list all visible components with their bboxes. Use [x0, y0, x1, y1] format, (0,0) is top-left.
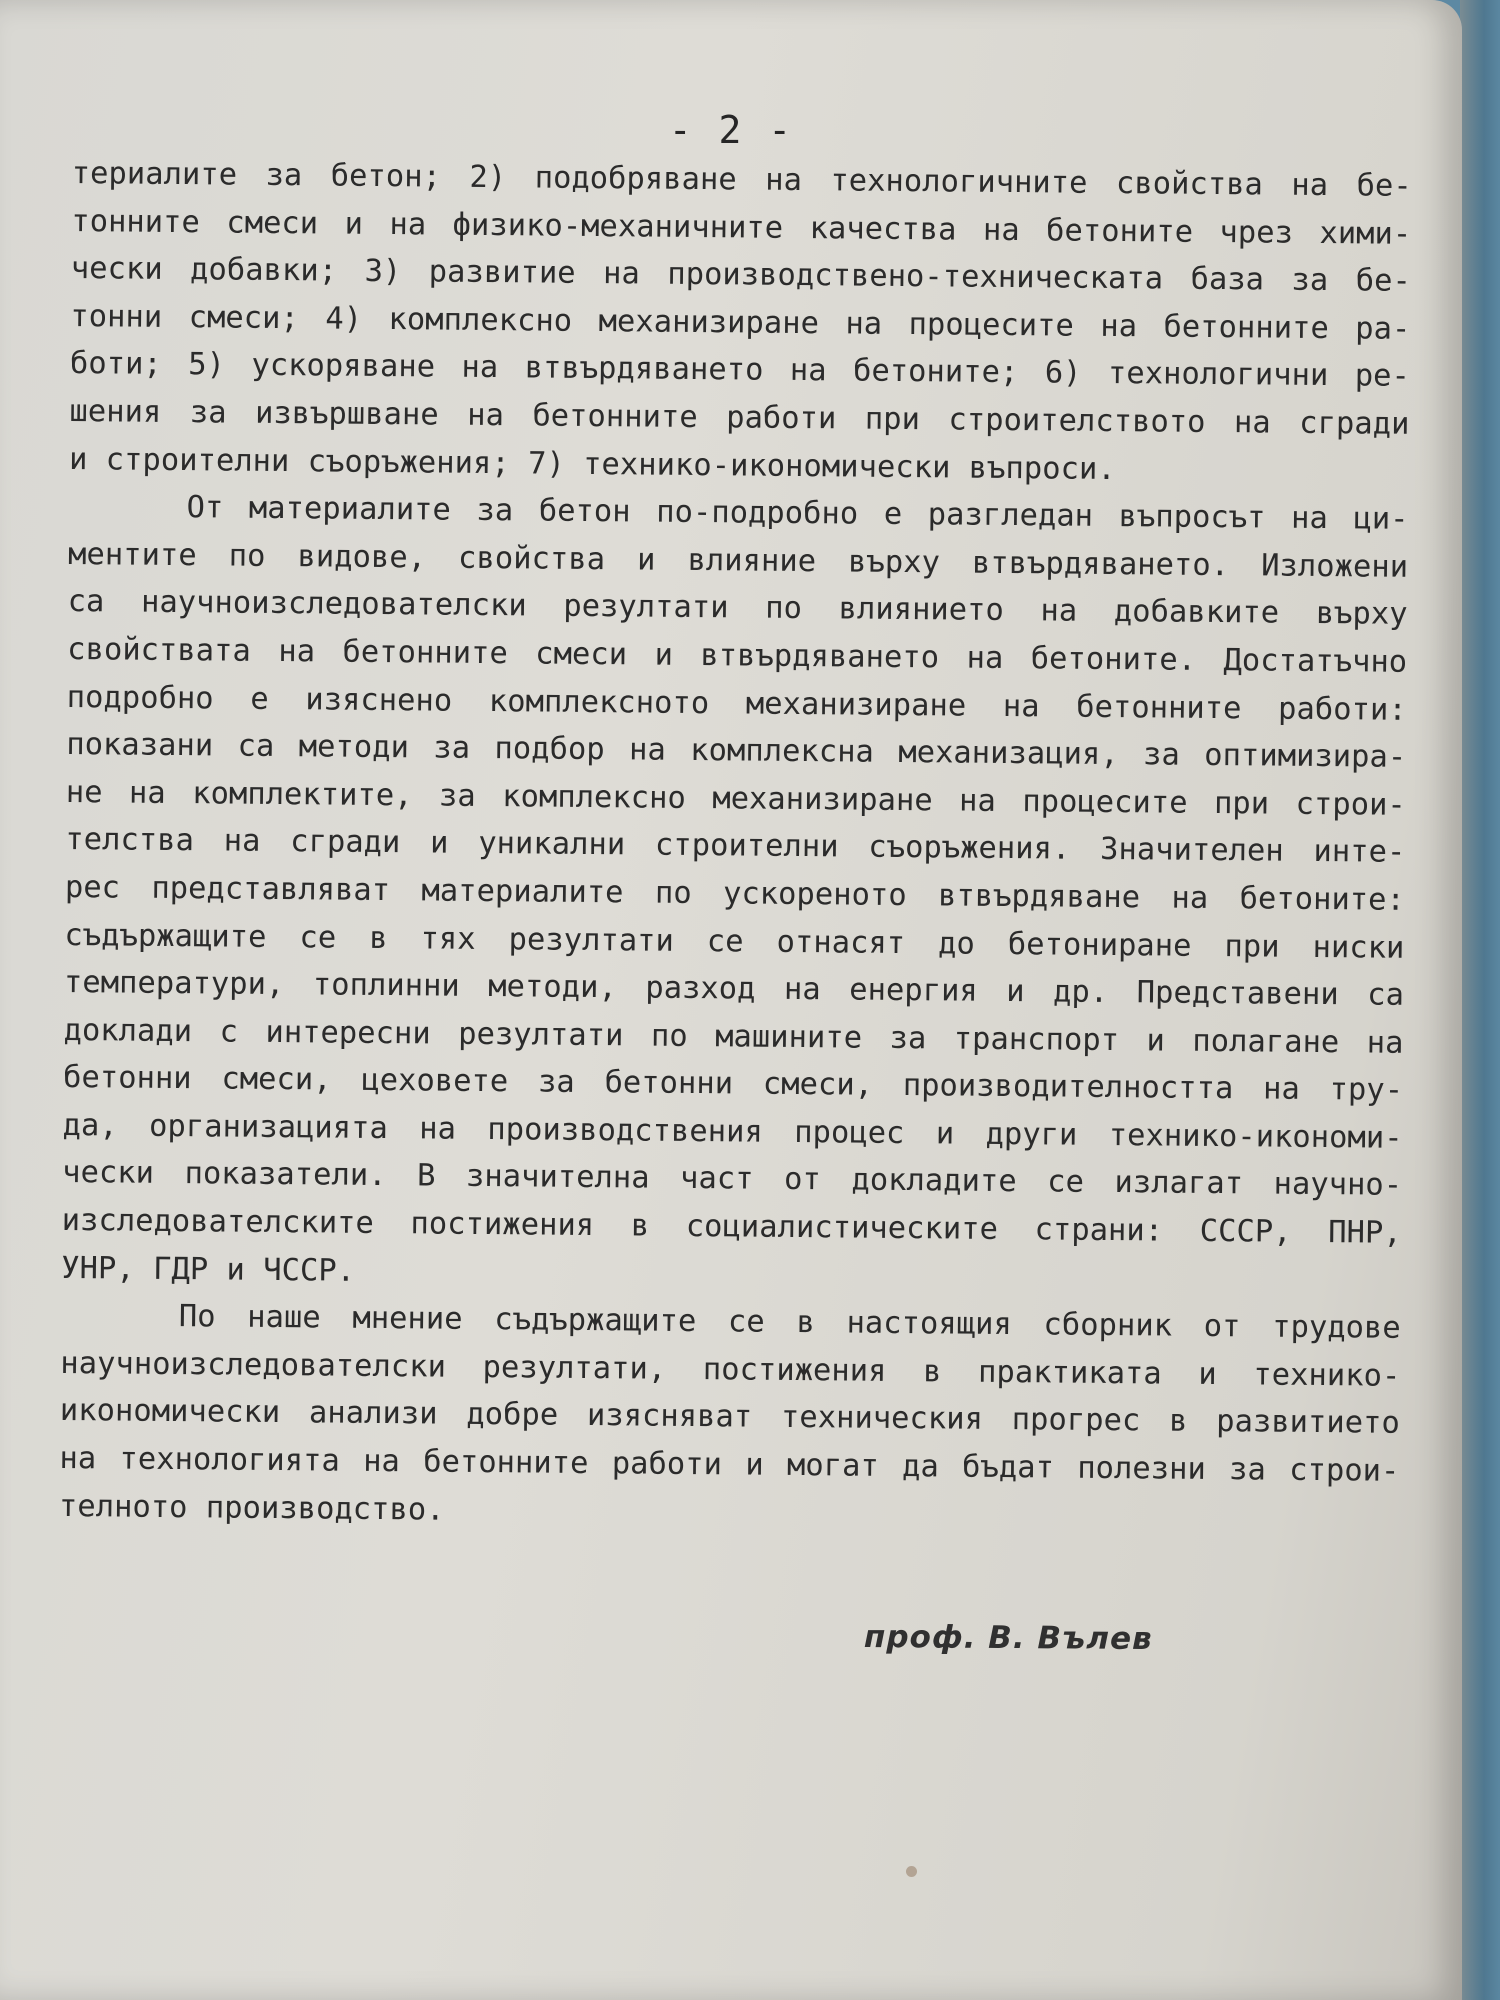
paper-stain: [906, 1866, 917, 1877]
text-line: чески добавки; 3) развитие на производствено-техническата база за бе-: [70, 251, 1411, 300]
text-line: боти; 5) ускоряване на втвърдяването на бетоните; 6) технологични ре-: [69, 346, 1411, 395]
text-line: съдържащите се в тях резултати се отнасят до бетониране при ниски: [64, 917, 1405, 966]
text-line: чески показатели. В значителна част от докладите се излагат научно-: [62, 1155, 1403, 1204]
text-line: шения за извършване на бетонните работи при строителството на сгради: [69, 393, 1410, 442]
text-line: свойствата на бетонните смеси и втвърдяването на бетоните. Достатъчно: [67, 631, 1408, 680]
text-line: бетонни смеси, цеховете за бетонни смеси, производителността на тру-: [62, 1060, 1404, 1109]
text-line: подробно е изяснено комплексното механизиране на бетонните работи:: [66, 679, 1407, 728]
page-number: - 2 -: [668, 108, 794, 152]
text-line: телното производство.: [58, 1488, 445, 1528]
author-signature: проф. В. Вълев: [863, 1618, 1153, 1658]
text-line: тонни смеси; 4) комплексно механизиране на процесите на бетонните ра-: [70, 298, 1411, 347]
paragraph-start-line: От материалите за бетон по-подробно е разгледан въпросът на ци-: [186, 490, 1409, 538]
text-line: изследователските постижения в социалистическите страни: СССР, ПНР,: [61, 1203, 1402, 1251]
text-line: показани са методи за подбор на комплексна механизация, за оптимизира-: [66, 727, 1407, 775]
text-line: научноизследователски резултати, постижения в практиката и технико-: [60, 1345, 1401, 1394]
text-line: са научноизследователски резултати по влиянието на добавките върху: [67, 584, 1408, 633]
text-line: да, организацията на производствения процес и други технико-икономи-: [62, 1107, 1403, 1156]
body-text: [59, 150, 1412, 1543]
paragraph-start-line: По наше мнение съдържащите се в настоящия сборник от трудове: [178, 1299, 1401, 1347]
text-line: на технологията на бетонните работи и могат да бъдат полезни за строи-: [59, 1440, 1400, 1489]
backdrop-edge: [1460, 0, 1500, 2000]
text-line: не на комплектите, за комплексно механизиране на процесите при строи-: [65, 774, 1406, 823]
text-line: и строителни съоръжения; 7) технико-икономически въпроси.: [68, 441, 1116, 487]
text-line: УНР, ГДР и ЧССР.: [61, 1250, 356, 1289]
text-line: телства на сгради и уникални строителни съоръжения. Значителен инте-: [65, 822, 1406, 871]
text-line: тонните смеси и на физико-механичните качества на бетоните чрез хими-: [71, 203, 1412, 252]
text-line: доклади с интересни резултати по машините за транспорт и полагане на: [63, 1012, 1404, 1061]
text-line: икономически анализи добре изясняват техническия прогрес в развитието: [59, 1393, 1401, 1442]
text-line: рес представляват материалите по ускореното втвърдяване на бетоните:: [64, 869, 1406, 918]
text-line: ментите по видове, свойства и влияние върху втвърдяването. Изложени: [67, 536, 1409, 585]
text-line: температури, топлинни методи, разход на енергия и др. Представени са: [63, 965, 1405, 1013]
text-line: териалите за бетон; 2) подобряване на технологичните свойства на бе-: [71, 155, 1412, 204]
